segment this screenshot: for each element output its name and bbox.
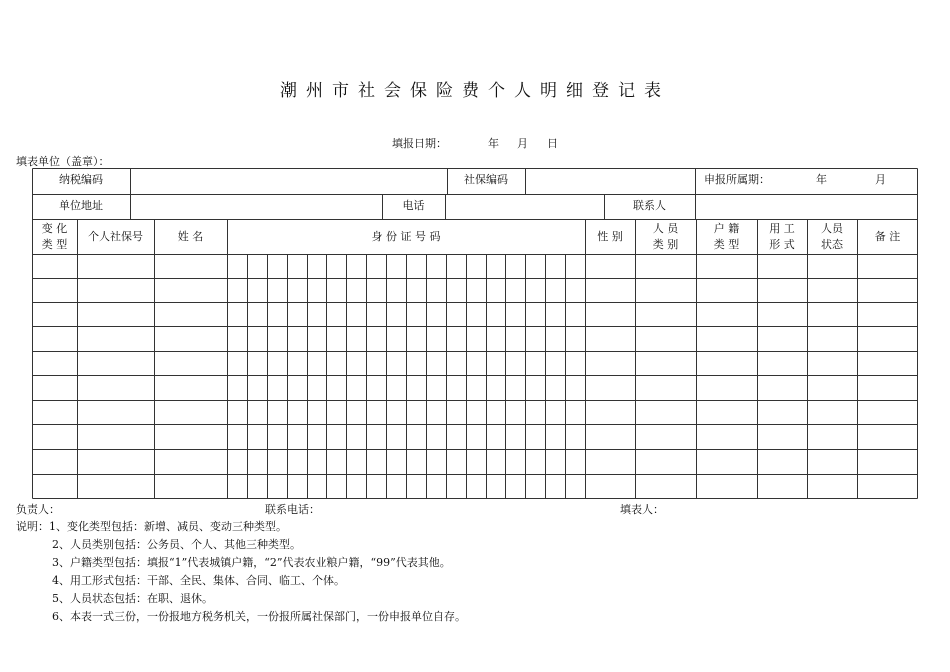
fill-date-month: 月: [517, 137, 528, 150]
declare-period-label: 申报所属期：: [704, 173, 770, 186]
note-line: 4、用工形式包括：干部、全民、集体、合同、临工、个体。: [52, 574, 345, 587]
declare-period-year: 年: [816, 173, 827, 186]
contact-phone-label: 联系电话：: [265, 503, 320, 516]
header-person-type: 人 员 类 别: [652, 222, 679, 251]
responsible-label: 负责人：: [16, 503, 60, 516]
contact-person-field[interactable]: [695, 198, 918, 214]
form-title: 潮州市社会保险费个人明细登记表: [280, 81, 670, 101]
phone-field[interactable]: [445, 198, 604, 214]
fill-date-year: 年: [488, 137, 499, 150]
table-grid: [32, 168, 918, 499]
header-gender: 性 别: [597, 230, 623, 243]
instructions: [16, 518, 466, 626]
note-line: 5、人员状态包括：在职、退休。: [52, 592, 213, 605]
tax-code-label: 纳税编码: [59, 173, 103, 186]
header-employment-form: 用 工 形 式: [769, 222, 795, 251]
declare-period-month: 月: [875, 173, 886, 186]
unit-address-field[interactable]: [130, 198, 382, 214]
social-code-label: 社保编码: [464, 173, 508, 186]
header-remark: 备 注: [874, 230, 901, 243]
tax-code-field[interactable]: [130, 172, 447, 188]
header-person-status: 人员 状态: [821, 222, 843, 251]
contact-person-label: 联系人: [633, 199, 666, 212]
phone-label: 电话: [402, 199, 425, 212]
unit-address-label: 单位地址: [59, 199, 103, 212]
social-code-field[interactable]: [525, 172, 695, 188]
note-line: 2、人员类别包括：公务员、个人、其他三种类型。: [52, 538, 301, 551]
header-name: 姓 名: [177, 230, 204, 243]
note-line: 6、本表一式三份，一份报地方税务机关，一份报所属社保部门，一份申报单位自存。: [52, 610, 466, 623]
note-line: 说明：1、变化类型包括：新增、减员、变动三种类型。: [16, 520, 287, 533]
header-change-type: 变 化 类 型: [41, 222, 68, 251]
fill-date-day: 日: [547, 137, 558, 150]
header-id-number: 身 份 证 号 码: [371, 230, 441, 243]
filling-unit-label: 填表单位（盖章）：: [16, 155, 110, 168]
note-line: 3、户籍类型包括：填报“1”代表城镇户籍，“2”代表农业粮户籍，“99”代表其他。: [52, 556, 451, 569]
header-personal-no: 个人社保号: [88, 230, 143, 243]
fill-date-label: 填报日期：: [392, 137, 447, 150]
header-household-type: 户 籍 类 型: [713, 222, 740, 251]
registration-table: [32, 168, 918, 499]
filler-label: 填表人：: [620, 503, 664, 516]
